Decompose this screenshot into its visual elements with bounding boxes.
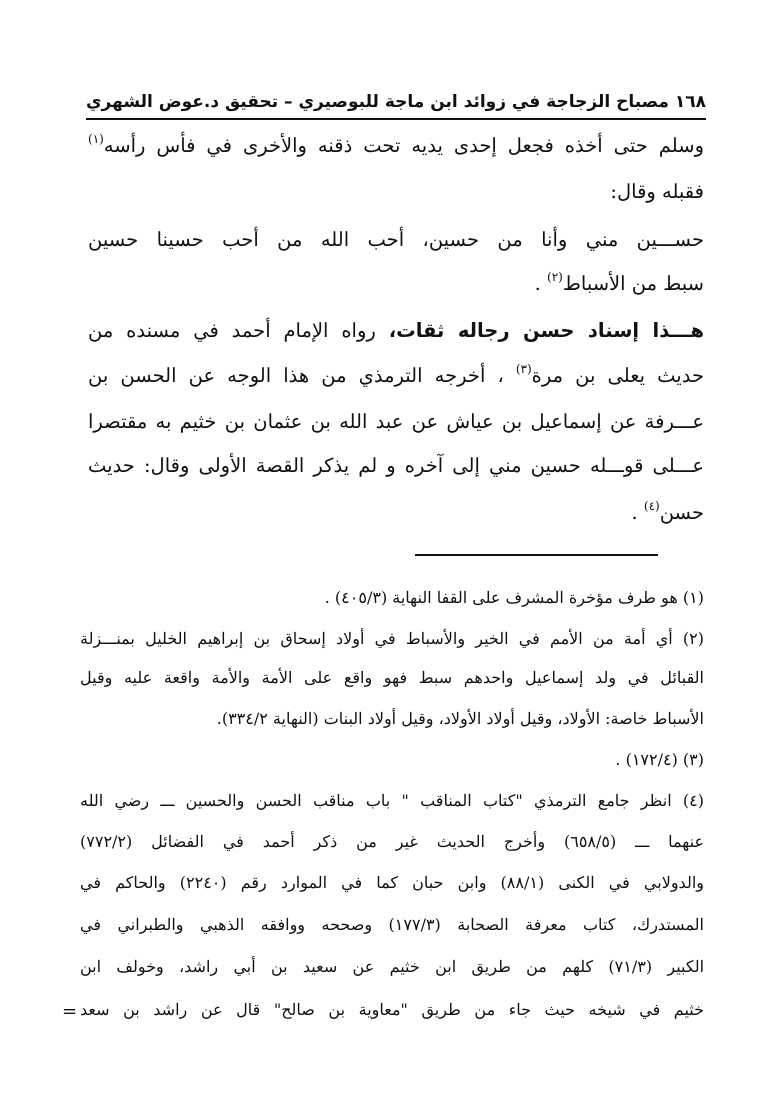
body-line-9: حسن$^{(٤)}$ .: [631, 499, 704, 524]
footnote-ref-4[interactable]: (٤): [643, 499, 660, 513]
footnote-1: (١) هو طرف مؤخرة المشرف على القفا النهاية (٤٠٥/٣) .: [324, 588, 704, 607]
running-header: ١٦٨ مصباح الزجاجة في زوائد ابن ماجة للبوصيري – تحقيق د.عوض الشهري: [86, 92, 706, 112]
body-line-2: فقبله وقال:: [610, 180, 704, 203]
footnote-4-line-3: والدولابي في الكنى (٨٨/١) وابن حبان كما في الموارد رقم (٢٢٤٠) والحاكم في: [80, 873, 704, 892]
footnote-separator: [415, 554, 658, 556]
body-line-7: عـــرفة عن إسماعيل بن عياش عن عبد الله بن عثمان بن خثيم به مقتصرا: [88, 410, 704, 433]
bold-phrase: هـــذا إسناد حسن رجاله ثقات،: [388, 319, 704, 342]
body-line-5: هـــذا إسناد حسن رجاله ثقات، رواه الإمام أحمد في مسنده من: [88, 319, 704, 342]
footnote-4-line-4: المستدرك، كتاب معرفة الصحابة (١٧٧/٣) وصححه ووافقه الذهبي والطبراني في: [80, 915, 704, 934]
footnote-2-line-2: القبائل في ولد إسماعيل واحدهم سبط فهو واقع على الأمة والأمة واقعة عليه وقيل: [80, 668, 704, 687]
body-line-4: سبط من الأسباط$^{(٢)}$ .: [534, 270, 704, 295]
body-line-1: وسلم حتى أخذه فجعل إحدى يديه تحت ذقنه والأخرى في فأس رأسه$^{(١)}$: [88, 132, 704, 157]
footnote-4-line-1: (٤) انظر جامع الترمذي "كتاب المناقب " باب مناقب الحسن والحسين ـــ رضي الله: [80, 791, 704, 810]
footnote-2-line-1: (٢) أي أمة من الأمم في الخير والأسباط في أولاد إسحاق بن إبراهيم الخليل بمنـــزلة: [80, 629, 704, 648]
body-line-6: حديث يعلى بن مرة$^{(٣)}$ ، أخرجه الترمذي من هذا الوجه عن الحسن بن: [88, 362, 704, 387]
footnote-ref-1[interactable]: (١): [88, 132, 104, 146]
footnote-ref-2[interactable]: (٢): [547, 270, 563, 284]
body-line-8: عـــلى قوـــله حسين مني إلى آخره و لم يذكر القصة الأولى وقال: حديث: [88, 454, 704, 477]
continuation-mark: =: [62, 1001, 78, 1022]
header-rule: [86, 118, 706, 120]
footnote-4-line-2: عنهما ـــ (٦٥٨/٥) وأخرج الحديث غير من ذكر أحمد في الفضائل (٧٧٢/٢): [80, 832, 704, 851]
footnote-3: (٣) (١٧٢/٤) .: [615, 750, 704, 769]
footnote-4-line-5: الكبير (٧١/٣) كلهم من طريق ابن خثيم عن سعيد بن أبي راشد، وخولف ابن: [80, 957, 704, 976]
footnote-ref-3[interactable]: (٣): [515, 362, 532, 376]
footnote-2-line-3: الأسباط خاصة: الأولاد، وقيل أولاد الأولاد، وقيل أولاد البنات (النهاية ٣٣٤/٢).: [216, 709, 704, 728]
footnote-4-line-6: خثيم في شيخه حيث جاء من طريق "معاوية بن صالح" قال عن راشد بن سعد: [80, 1000, 704, 1019]
body-line-3: حســـين مني وأنا من حسين، أحب الله من أحب حسينا حسين: [88, 228, 704, 251]
